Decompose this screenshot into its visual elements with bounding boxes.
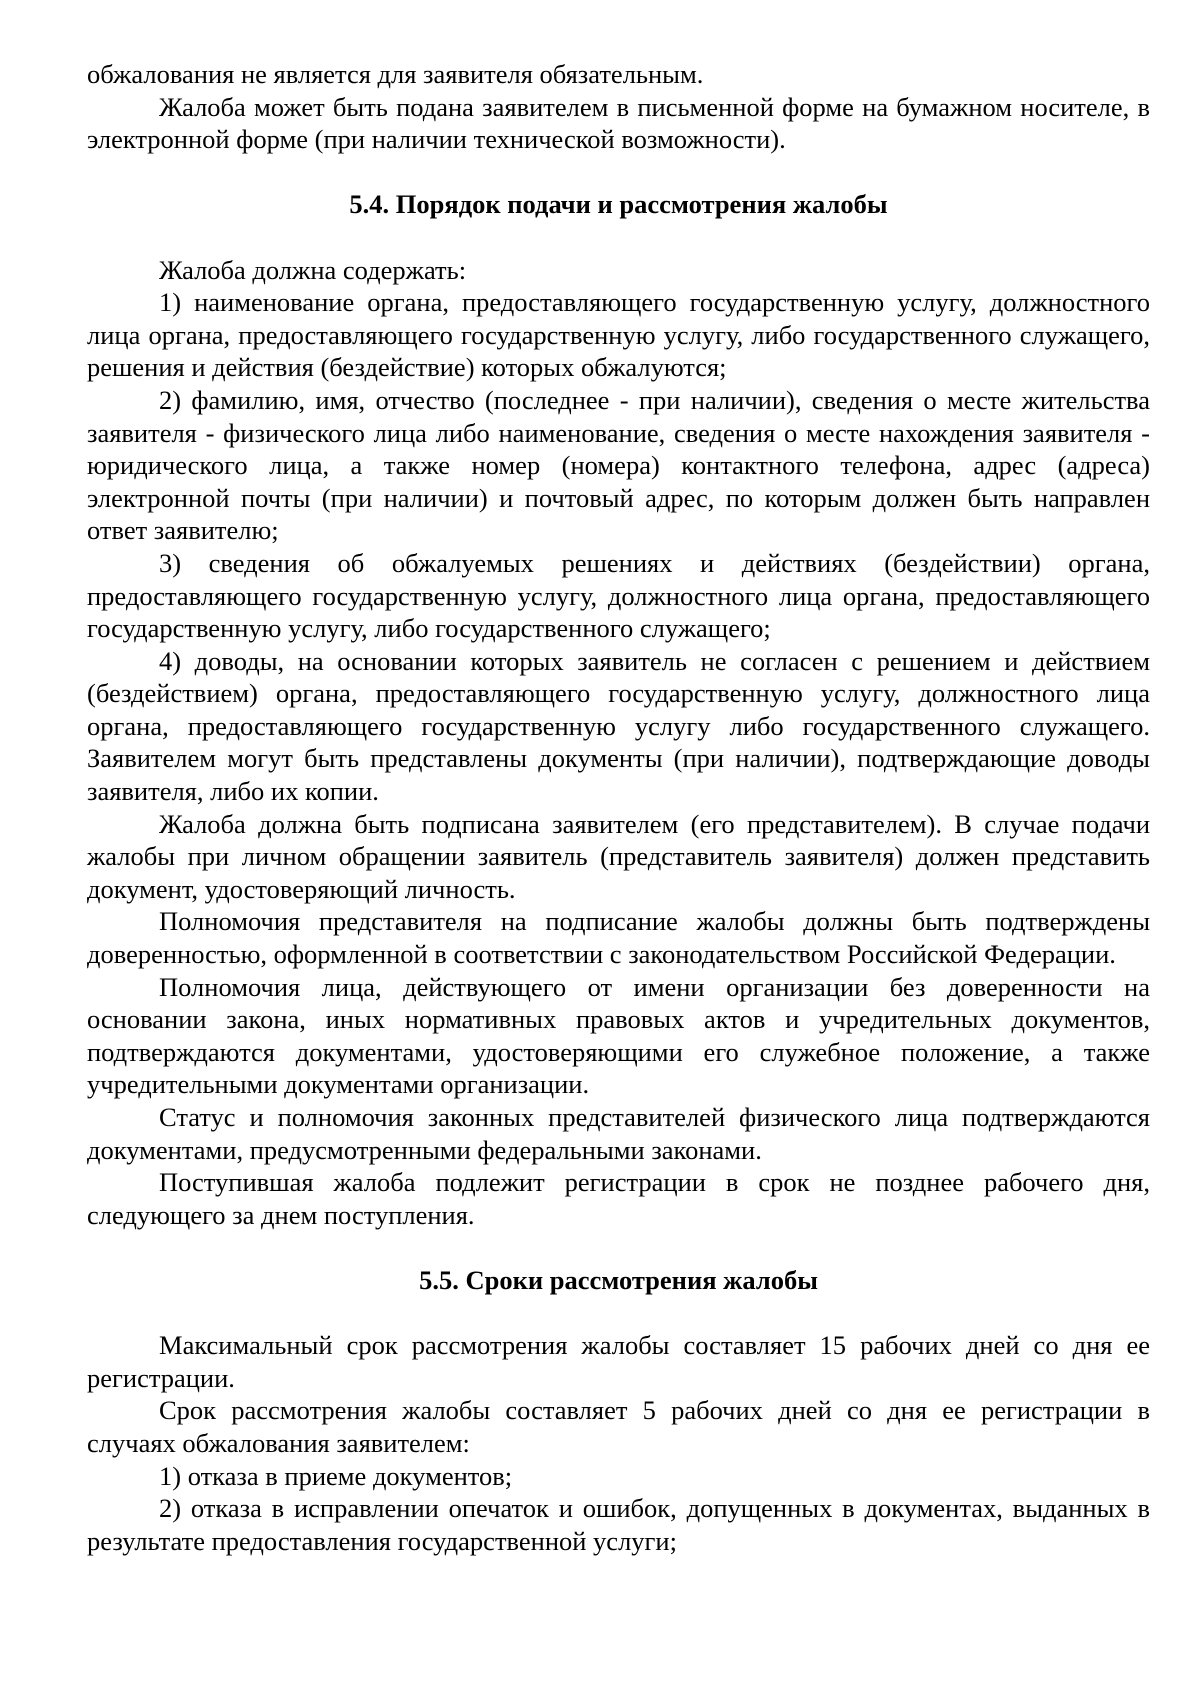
list-item-4: 4) доводы, на основании которых заявитель не согласен с решением и действием (бездействием) органа, предоставляющего государственную услугу, должностного лица органа, предоставляющего государственную услугу либо государственного служащего. Заявителем могут быть представлены документы (при наличии), подтверждающие доводы заявителя, либо их копии.	[87, 645, 1150, 807]
paragraph-complaint-form: Жалоба может быть подана заявителем в письменной форме на бумажном носителе, в электронной форме (при наличии технической возможности).	[87, 91, 1150, 155]
document-page	[87, 58, 1150, 1557]
paragraph-continuation: обжалования не является для заявителя обязательным.	[87, 59, 704, 89]
spacer	[87, 221, 1150, 254]
paragraph-organization-powers: Полномочия лица, действующего от имени организации без доверенности на основании закона, иных нормативных правовых актов и учредительных документов, подтверждаются документами, удостоверяющими его служебное положение, а также учредительными документами организации.	[87, 971, 1150, 1100]
paragraph-must-contain: Жалоба должна содержать:	[159, 254, 467, 285]
list-item-3: 3) сведения об обжалуемых решениях и действиях (бездействии) органа, предоставляющего государственную услугу, должностного лица органа, предоставляющего государственную услугу, либо государственного служащего;	[87, 547, 1150, 644]
list-item-refusal-acceptance: 1) отказа в приеме документов;	[159, 1460, 513, 1491]
section-heading-5-4: 5.4. Порядок подачи и рассмотрения жалобы	[349, 189, 888, 220]
paragraph-five-days: Срок рассмотрения жалобы составляет 5 рабочих дней со дня ее регистрации в случаях обжалования заявителем:	[87, 1395, 1150, 1458]
list-item-2: 2) фамилию, имя, отчество (последнее - при наличии), сведения о месте жительства заявителя - физического лица либо наименование, сведения о месте нахождения заявителя - юридического лица, а также номер (номера) контактного телефона, адрес (адреса) электронной почты (при наличии) и почтовый адрес, по которым должен быть направлен ответ заявителю;	[87, 384, 1150, 546]
spacer	[87, 1231, 1150, 1264]
list-item-refusal-correction: 2) отказа в исправлении опечаток и ошибок, допущенных в документах, выданных в результате предоставления государственной услуги;	[87, 1493, 1150, 1556]
paragraph-representative-powers: Полномочия представителя на подписание жалобы должны быть подтверждены доверенностью, оформленной в соответствии с законодательством Российской Федерации.	[87, 906, 1150, 970]
paragraph-registration: Поступившая жалоба подлежит регистрации в срок не позднее рабочего дня, следующего за днем поступления.	[87, 1167, 1150, 1230]
list-item-1: 1) наименование органа, предоставляющего государственную услугу, должностного лица органа, предоставляющего государственную услугу, либо государственного служащего, решения и действия (бездействие) которых обжалуются;	[87, 287, 1150, 383]
spacer	[87, 1297, 1150, 1330]
spacer	[87, 156, 1150, 189]
paragraph-legal-representatives: Статус и полномочия законных представителей физического лица подтверждаются документами, предусмотренными федеральными законами.	[87, 1102, 1150, 1165]
section-heading-5-5: 5.5. Сроки рассмотрения жалобы	[419, 1264, 818, 1295]
paragraph-max-term: Максимальный срок рассмотрения жалобы составляет 15 рабочих дней со дня ее регистрации.	[87, 1330, 1150, 1393]
paragraph-signed: Жалоба должна быть подписана заявителем (его представителем). В случае подачи жалобы при личном обращении заявитель (представитель заявителя) должен представить документ, удостоверяющий личность.	[87, 808, 1150, 904]
